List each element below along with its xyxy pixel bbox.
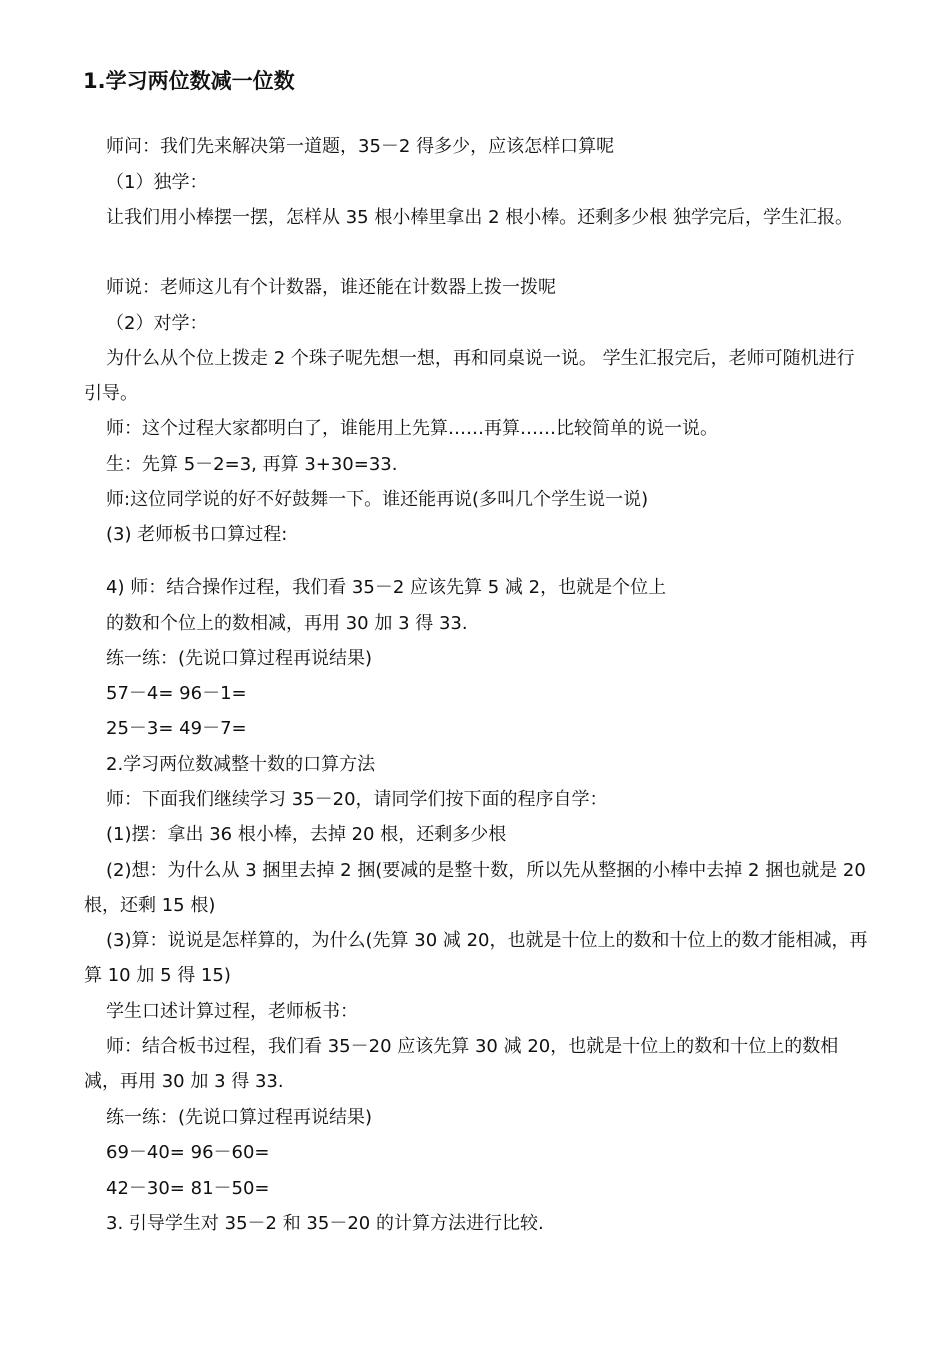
paragraph-beads: 为什么从个位上拨走 2 个珠子呢先想一想，再和同桌说一说。 学生汇报完后，老师可随机进行引导。 bbox=[84, 348, 855, 404]
paragraph-first-then: 师：这个过程大家都明白了，谁能用上先算……再算……比较简单的说一说。 bbox=[106, 418, 718, 439]
practice-problems-row: 69－40= 96－60= bbox=[106, 1142, 270, 1163]
paragraph-step-think: (2)想：为什么从 3 捆里去掉 2 捆(要减的是整十数，所以先从整捆的小棒中去掉 2 捆也就是 20 根，还剩 15 根) bbox=[84, 860, 866, 916]
paragraph-board-process: 师：结合板书过程，我们看 35－20 应该先算 30 减 20，也就是十位上的数和十位上的数相减，再用 30 加 3 得 33. bbox=[84, 1036, 839, 1092]
paragraph-sticks-activity: 让我们用小棒摆一摆，怎样从 35 根小棒里拿出 2 根小棒。还剩多少根 独学完后，学生汇报。 bbox=[106, 207, 853, 228]
section-title: 1.学习两位数减一位数 bbox=[83, 69, 295, 93]
section-3-heading: 3. 引导学生对 35－2 和 35－20 的计算方法进行比较. bbox=[106, 1213, 544, 1234]
practice-problems-row: 25－3= 49－7= bbox=[106, 718, 247, 739]
section-2-heading: 2.学习两位数减整十数的口算方法 bbox=[106, 754, 376, 775]
practice-heading: 练一练：(先说口算过程再说结果) bbox=[106, 1107, 373, 1128]
paragraph-self-study: 师：下面我们继续学习 35－20，请同学们按下面的程序自学： bbox=[106, 789, 608, 810]
paragraph-step-place: (1)摆：拿出 36 根小棒，去掉 20 根，还剩多少根 bbox=[106, 824, 507, 845]
paragraph-pair-study: （2）对学： bbox=[106, 313, 208, 334]
paragraph-step-4-cont: 的数和个位上的数相减，再用 30 加 3 得 33. bbox=[106, 613, 468, 634]
paragraph-independent-study: （1）独学： bbox=[106, 172, 208, 193]
paragraph-step-calculate: (3)算：说说是怎样算的，为什么(先算 30 减 20，也就是十位上的数和十位上的数才能相减，再算 10 加 5 得 15) bbox=[84, 930, 868, 986]
paragraph-step-4: 4) 师：结合操作过程，我们看 35－2 应该先算 5 减 2，也就是个位上 bbox=[106, 577, 667, 598]
paragraph-counter: 师说：老师这儿有个计数器，谁还能在计数器上拨一拨呢 bbox=[106, 277, 556, 298]
practice-problems-row: 42－30= 81－50= bbox=[106, 1178, 270, 1199]
paragraph-student-answer: 生：先算 5－2=3, 再算 3+30=33. bbox=[106, 454, 398, 475]
paragraph-encourage: 师:这位同学说的好不好鼓舞一下。谁还能再说(多叫几个学生说一说) bbox=[106, 489, 649, 510]
practice-problems-row: 57－4= 96－1= bbox=[106, 683, 247, 704]
paragraph-student-narrate: 学生口述计算过程，老师板书： bbox=[106, 1001, 358, 1022]
paragraph-board-writing: (3) 老师板书口算过程: bbox=[106, 524, 288, 545]
paragraph-teacher-question: 师问：我们先来解决第一道题，35－2 得多少，应该怎样口算呢 bbox=[106, 136, 615, 157]
practice-heading: 练一练：(先说口算过程再说结果) bbox=[106, 648, 373, 669]
